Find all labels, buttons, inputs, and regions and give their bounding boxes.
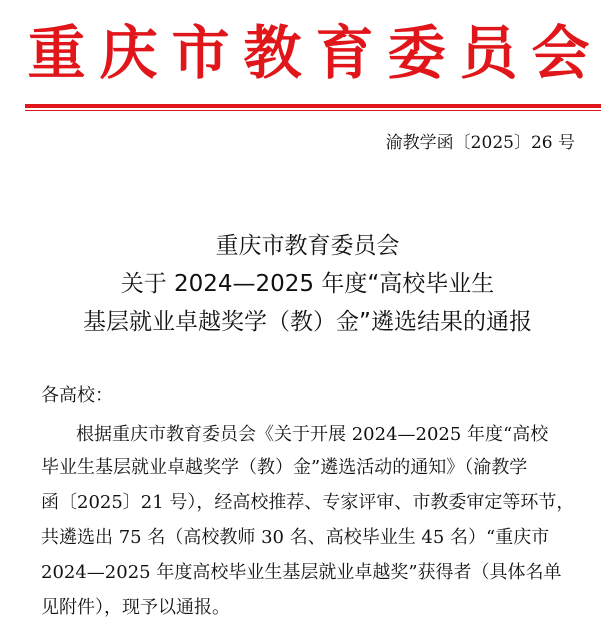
document-number: 渝教学函〔2025〕26 号: [385, 133, 575, 153]
title-line-1: 重庆市教育委员会: [215, 233, 400, 259]
body-line-2: 毕业生基层就业卓越奖学（教）金”遴选活动的通知》（渝教学: [41, 457, 528, 478]
body-line-5: 2024—2025 年度高校毕业生基层就业卓越奖”获得者（具体名单: [41, 562, 562, 583]
masthead-title: 重庆市教育委员会: [27, 19, 604, 87]
salutation: 各高校：: [41, 385, 113, 406]
body-line-6: 见附件），现予以通报。: [41, 597, 230, 618]
title-line-3: 基层就业卓越奖学（教）金”遴选结果的通报: [83, 309, 532, 335]
body-line-3: 函〔2025〕21 号），经高校推荐、专家评审、市教委审定等环节，: [41, 492, 575, 513]
body-line-4: 共遴选出 75 名（高校教师 30 名、高校毕业生 45 名）“重庆市: [41, 527, 550, 548]
body-line-1: 根据重庆市教育委员会《关于开展 2024—2025 年度“高校: [76, 424, 549, 445]
masthead-rule-thick: [25, 104, 601, 108]
masthead-rule-thin: [25, 110, 601, 111]
title-line-2: 关于 2024—2025 年度“高校毕业生: [120, 271, 495, 297]
